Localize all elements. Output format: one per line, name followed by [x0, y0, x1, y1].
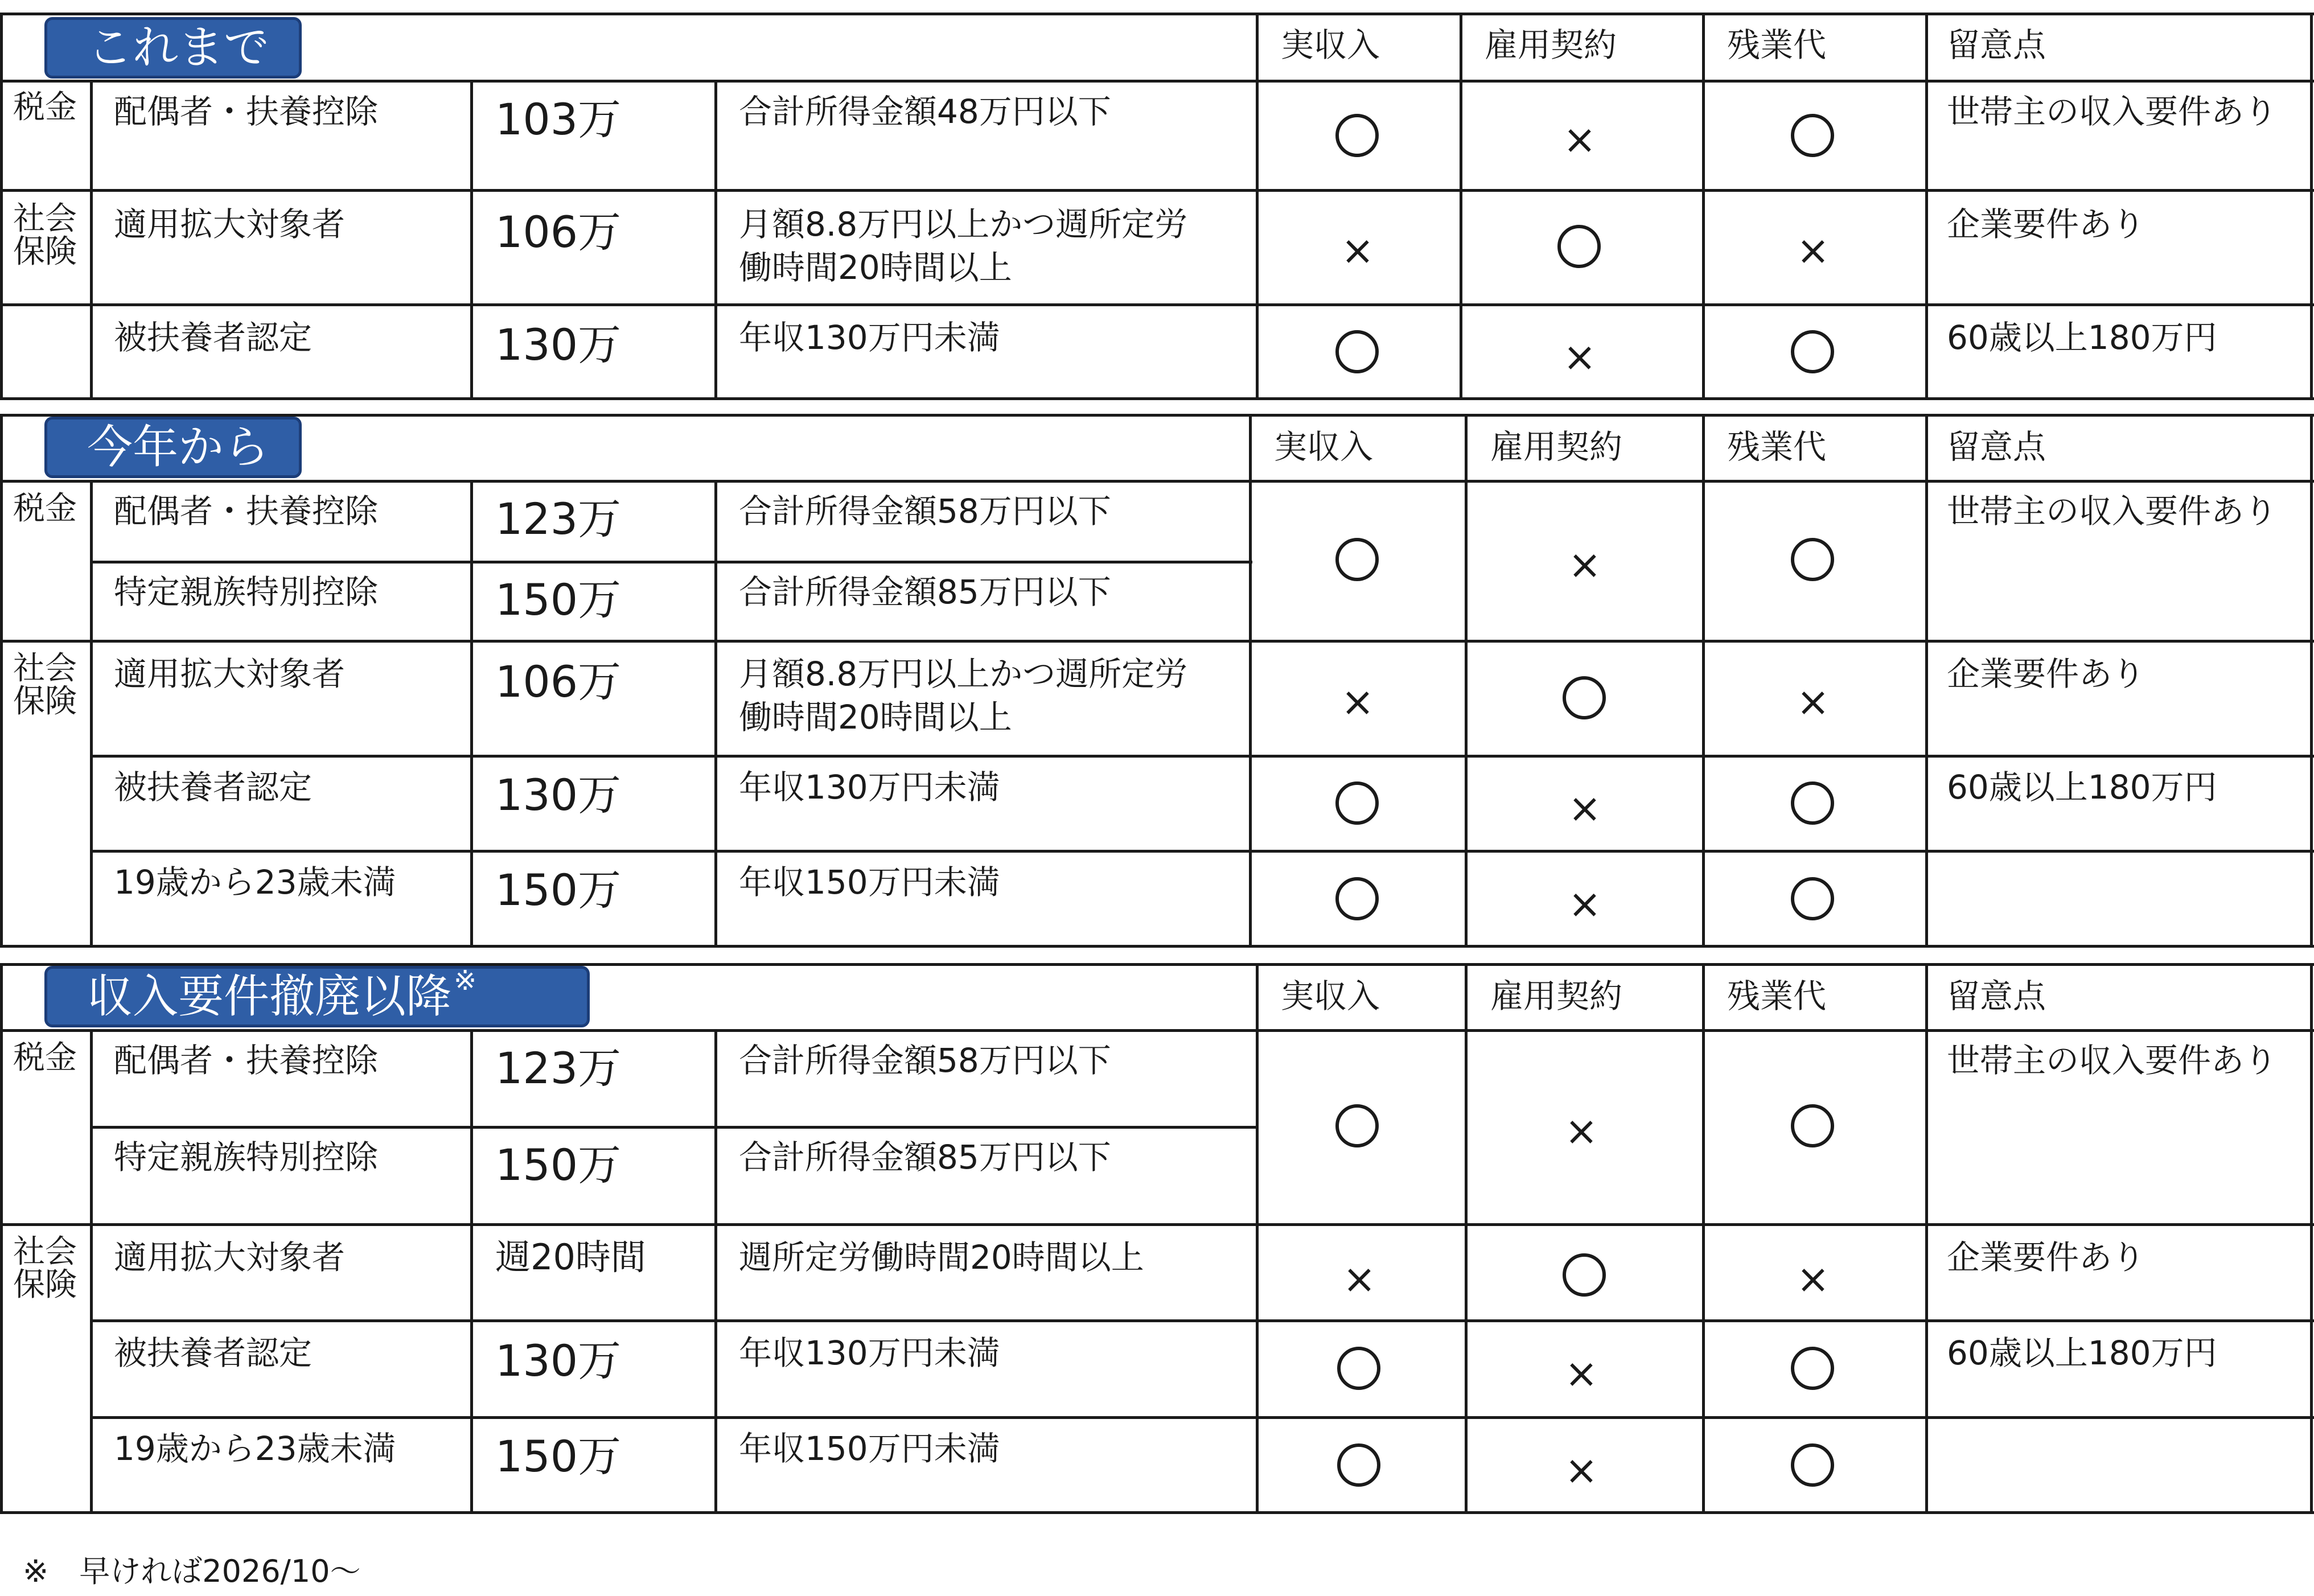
header-employment-contract: 雇用契約	[1485, 26, 1617, 64]
row-condition: 合計所得金額58万円以下	[739, 1041, 1111, 1080]
circle-mark-icon	[1335, 877, 1379, 920]
section-table-2	[0, 410, 2314, 951]
header-employment-contract: 雇用契約	[1490, 427, 1623, 466]
row-note: 世帯主の収入要件あり	[1947, 492, 2278, 530]
cross-mark-icon: ×	[1563, 116, 1597, 163]
row-amount: 130万	[495, 770, 622, 820]
row-condition: 週所定労働時間20時間以上	[739, 1238, 1144, 1277]
circle-mark-icon	[1335, 330, 1379, 373]
title-footnote-mark: ※	[454, 965, 477, 997]
cross-mark-icon: ×	[1563, 334, 1597, 380]
row-name: 適用拡大対象者	[114, 205, 346, 244]
circle-mark-icon	[1335, 538, 1379, 581]
row-condition: 年収130万円未満	[739, 1334, 1000, 1372]
row-name: 被扶養者認定	[114, 318, 313, 357]
row-note: 企業要件あり	[1947, 1238, 2146, 1277]
circle-mark-icon	[1791, 538, 1834, 581]
category-tax: 税金	[13, 490, 77, 527]
row-condition: 年収150万円未満	[739, 1429, 1000, 1468]
row-condition-line-1: 月額8.8万円以上かつ週所定労	[739, 205, 1188, 244]
cross-mark-icon: ×	[1568, 881, 1602, 927]
circle-mark-icon	[1791, 330, 1834, 373]
circle-mark-icon	[1791, 114, 1834, 157]
row-name: 適用拡大対象者	[114, 655, 346, 693]
header-notes: 留意点	[1947, 977, 2046, 1015]
cross-mark-icon: ×	[1341, 678, 1375, 725]
row-condition-line-1: 月額8.8万円以上かつ週所定労	[739, 655, 1188, 693]
header-notes: 留意点	[1947, 26, 2046, 64]
cross-mark-icon: ×	[1564, 1350, 1598, 1397]
row-condition-line-2: 働時間20時間以上	[739, 248, 1012, 287]
row-amount: 150万	[495, 1140, 622, 1190]
row-amount: 106万	[495, 207, 622, 257]
circle-mark-icon	[1335, 781, 1379, 825]
cross-mark-icon: ×	[1342, 1256, 1376, 1302]
circle-mark-icon	[1791, 1443, 1834, 1487]
footnote: ※ 早ければ2026/10～	[23, 1553, 361, 1589]
row-name: 配偶者・扶養控除	[114, 1041, 379, 1080]
circle-mark-icon	[1337, 1443, 1380, 1487]
header-actual-income: 実収入	[1281, 977, 1380, 1015]
cross-mark-icon: ×	[1796, 678, 1830, 725]
row-name: 特定親族特別控除	[114, 573, 379, 611]
row-note: 60歳以上180万円	[1947, 768, 2217, 807]
cross-mark-icon: ×	[1568, 785, 1602, 832]
header-employment-contract: 雇用契約	[1490, 977, 1623, 1015]
row-condition: 合計所得金額85万円以下	[739, 1138, 1111, 1177]
row-name: 適用拡大対象者	[114, 1238, 346, 1277]
circle-mark-icon	[1335, 1104, 1379, 1147]
circle-mark-icon	[1791, 781, 1834, 825]
category-social-insurance: 社会保険	[13, 650, 77, 720]
row-amount: 150万	[495, 865, 622, 915]
cross-mark-icon: ×	[1796, 1256, 1830, 1302]
circle-mark-icon	[1791, 1104, 1834, 1147]
cross-mark-icon: ×	[1564, 1108, 1598, 1154]
category-tax: 税金	[13, 89, 77, 126]
circle-mark-icon	[1563, 676, 1606, 719]
circle-mark-icon	[1557, 225, 1601, 268]
section-table-1	[0, 0, 2314, 404]
header-overtime: 残業代	[1727, 26, 1827, 64]
row-amount: 130万	[495, 319, 622, 370]
circle-mark-icon	[1335, 114, 1379, 157]
row-condition: 合計所得金額48万円以下	[739, 92, 1111, 131]
row-note: 60歳以上180万円	[1947, 1334, 2217, 1372]
row-condition: 合計所得金額58万円以下	[739, 492, 1111, 530]
circle-mark-icon	[1791, 877, 1834, 920]
category-tax: 税金	[13, 1039, 77, 1076]
row-name: 特定親族特別控除	[114, 1138, 379, 1177]
row-name: 被扶養者認定	[114, 1334, 313, 1372]
row-amount: 150万	[495, 574, 622, 625]
header-overtime: 残業代	[1727, 977, 1827, 1015]
row-name: 配偶者・扶養控除	[114, 92, 379, 131]
row-amount: 103万	[495, 94, 622, 145]
row-name: 19歳から23歳未満	[114, 1429, 396, 1468]
category-social-insurance: 社会保険	[13, 200, 77, 270]
header-notes: 留意点	[1947, 427, 2046, 466]
category-social-insurance: 社会保険	[13, 1233, 77, 1303]
section-title-badge: 収入要件撤廃以降 ※	[44, 966, 590, 1027]
row-condition-line-2: 働時間20時間以上	[739, 698, 1012, 737]
row-condition: 合計所得金額85万円以下	[739, 573, 1111, 611]
row-condition: 年収130万円未満	[739, 318, 1000, 357]
cross-mark-icon: ×	[1564, 1447, 1598, 1494]
row-amount: 106万	[495, 656, 622, 707]
row-note: 60歳以上180万円	[1947, 318, 2217, 357]
circle-mark-icon	[1791, 1347, 1834, 1390]
circle-mark-icon	[1563, 1253, 1606, 1297]
row-note: 世帯主の収入要件あり	[1947, 1041, 2278, 1080]
cross-mark-icon: ×	[1341, 227, 1375, 274]
section-title-badge: これまで	[44, 17, 302, 79]
row-name: 19歳から23歳未満	[114, 863, 396, 902]
header-overtime: 残業代	[1727, 427, 1827, 466]
row-condition: 年収130万円未満	[739, 768, 1000, 807]
row-note: 企業要件あり	[1947, 655, 2146, 693]
row-note: 世帯主の収入要件あり	[1947, 92, 2278, 131]
row-condition: 年収150万円未満	[739, 863, 1000, 902]
row-amount: 150万	[495, 1431, 622, 1482]
row-amount: 123万	[495, 1043, 622, 1093]
section-title-badge: 今年から	[44, 417, 302, 478]
cross-mark-icon: ×	[1796, 227, 1830, 274]
circle-mark-icon	[1337, 1347, 1380, 1390]
row-name: 被扶養者認定	[114, 768, 313, 807]
row-amount: 130万	[495, 1335, 622, 1386]
row-amount: 週20時間	[495, 1236, 646, 1278]
section-table-3	[0, 959, 2314, 1517]
row-name: 配偶者・扶養控除	[114, 492, 379, 530]
row-note: 企業要件あり	[1947, 205, 2146, 244]
header-actual-income: 実収入	[1281, 26, 1380, 64]
cross-mark-icon: ×	[1568, 541, 1602, 588]
header-actual-income: 実収入	[1274, 427, 1374, 466]
row-amount: 123万	[495, 493, 622, 544]
